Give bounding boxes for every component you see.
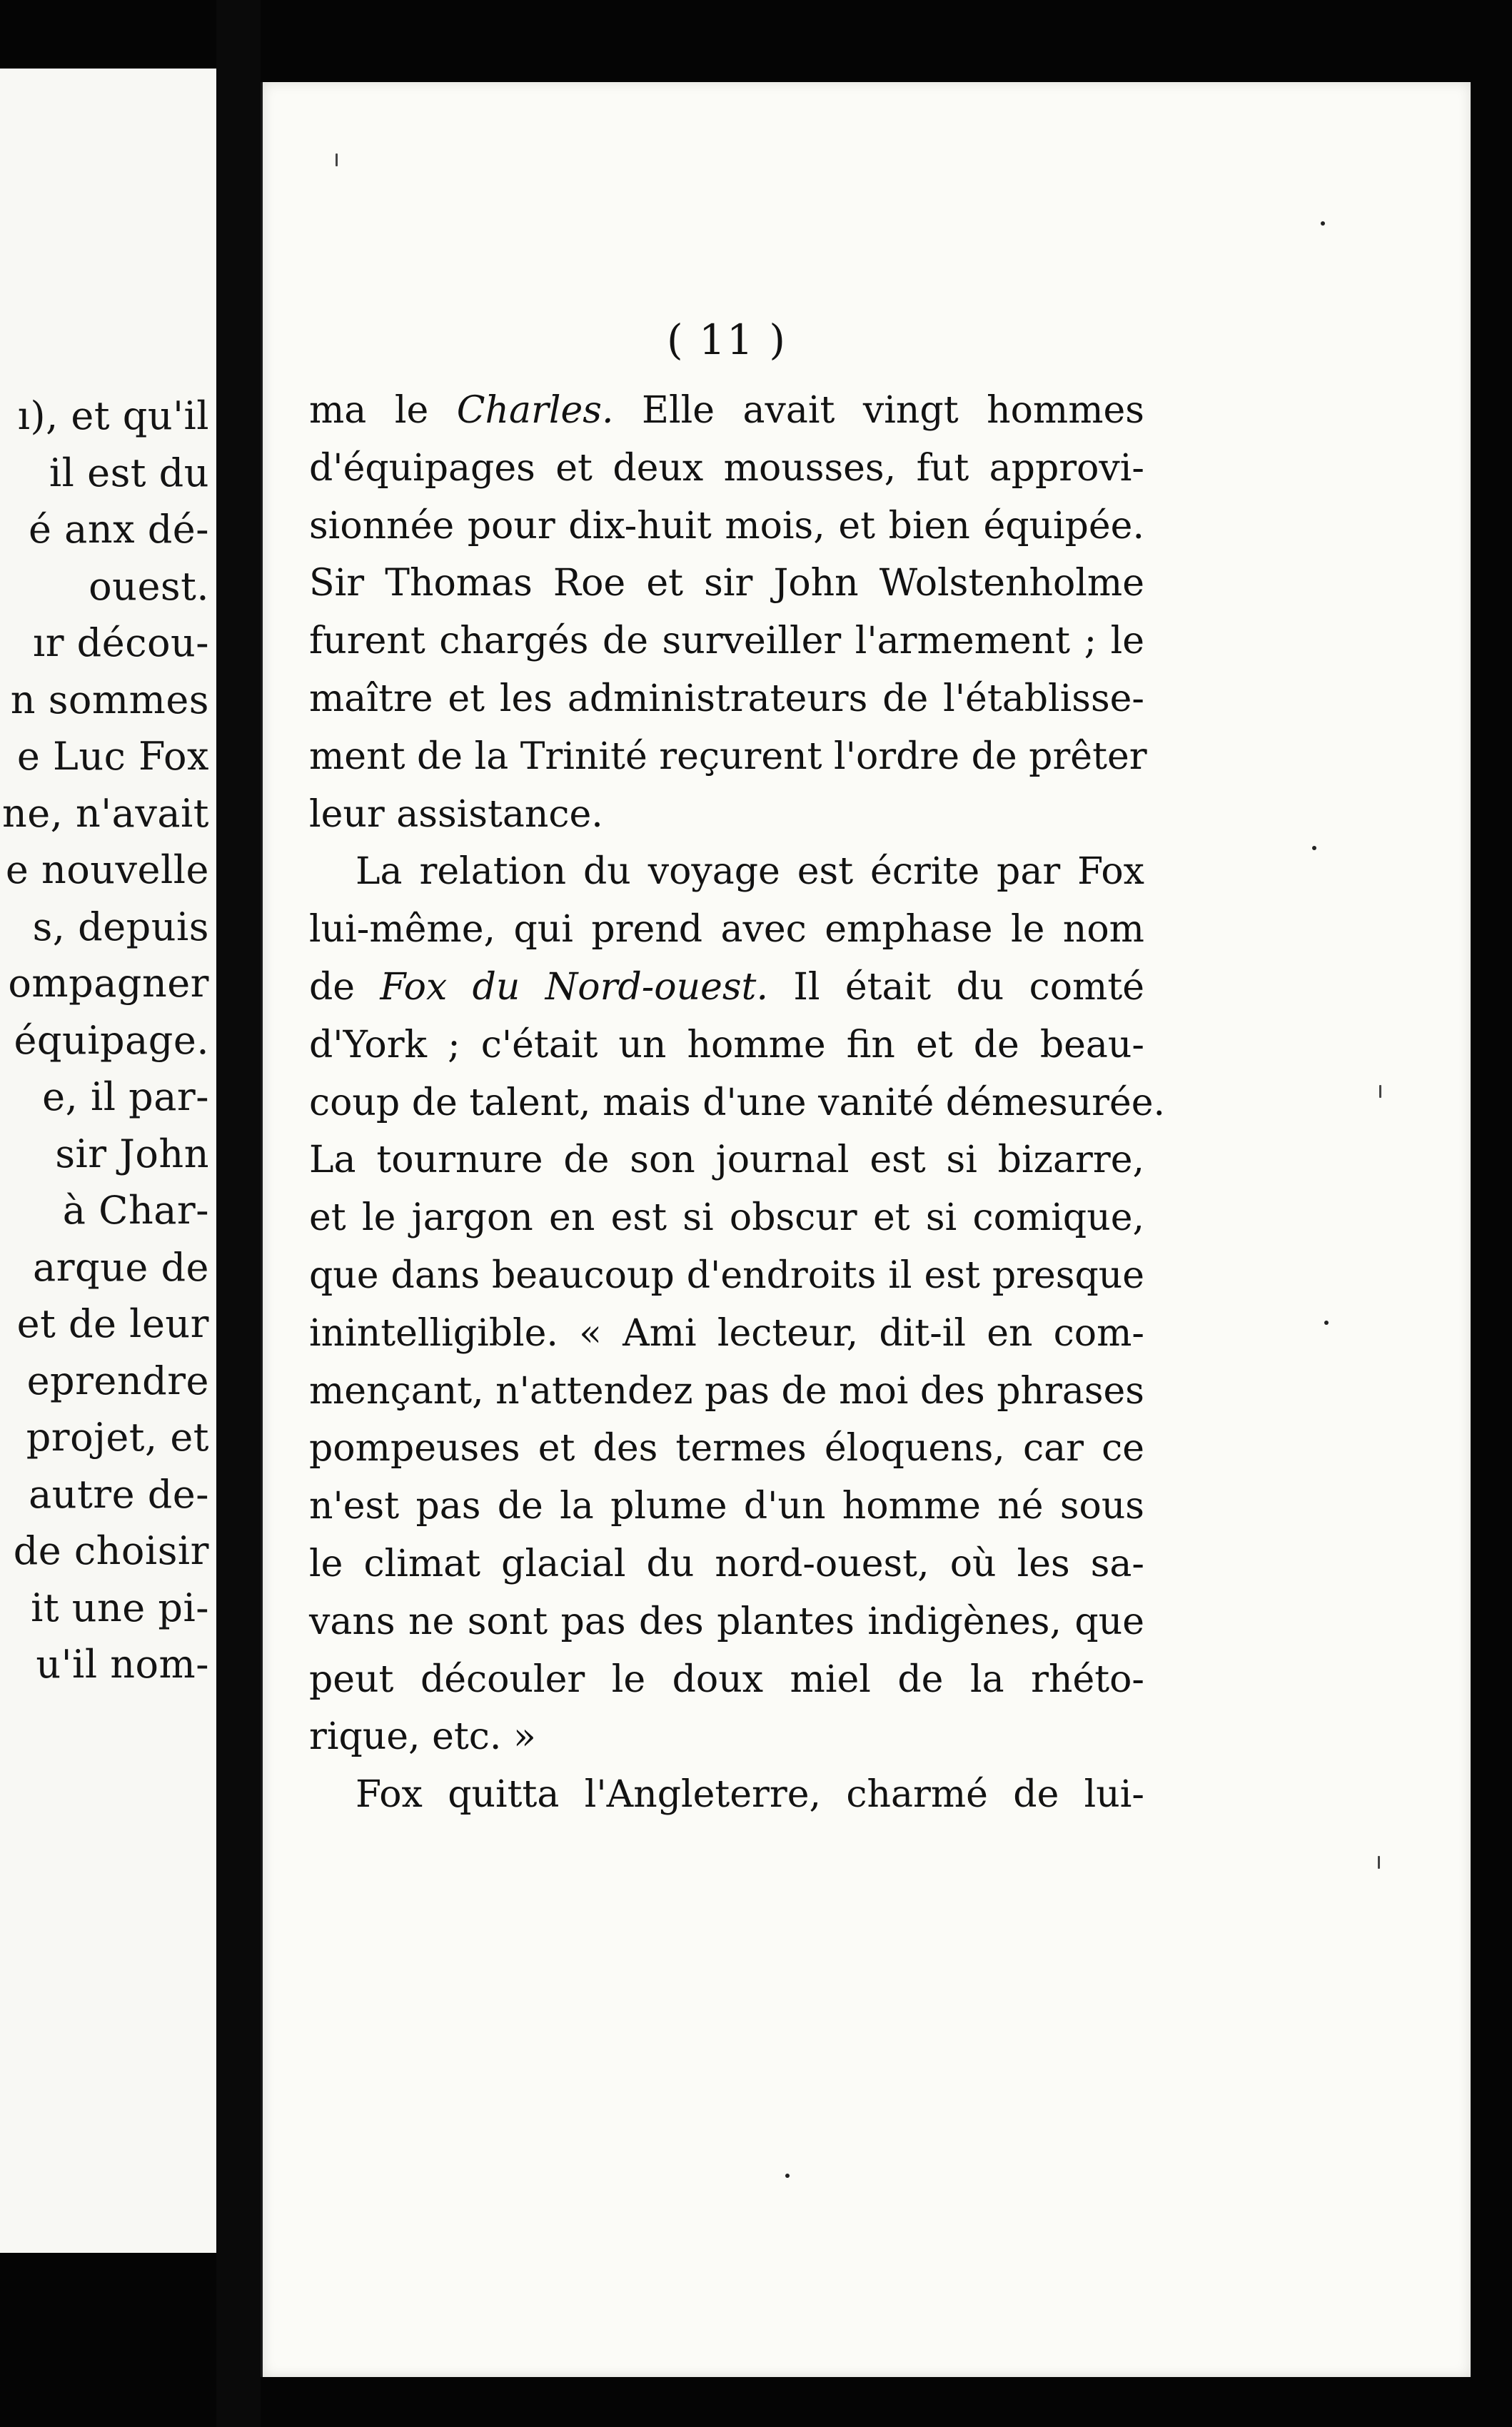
text-run: d'York ; c'était un homme fin et de beau- <box>309 1023 1144 1066</box>
scan-speck <box>1379 1085 1381 1098</box>
previous-page-line: e Luc Fox <box>16 734 209 779</box>
previous-page-line: s, depuis <box>32 904 209 949</box>
text-line <box>309 1196 1144 1239</box>
text-line <box>309 1600 1144 1643</box>
text-run: maître et les administrateurs de l'établisse- <box>309 677 1144 720</box>
text-run: Sir Thomas Roe et sir John Wolstenholme <box>309 562 1144 605</box>
text-line <box>309 735 1147 778</box>
previous-page-line: eprendre <box>26 1358 209 1403</box>
text-line <box>309 1139 1144 1181</box>
previous-page-line: ouest. <box>89 563 209 609</box>
previous-page-line: projet, et <box>26 1415 209 1460</box>
text-line <box>309 908 1144 951</box>
text-run: lui-même, qui prend avec emphase le nom <box>309 908 1144 952</box>
previous-page-line: e, il par- <box>42 1074 209 1119</box>
text-run: que dans beaucoup d'endroits il est presque <box>309 1254 1144 1297</box>
previous-page-line: it une pi- <box>31 1585 209 1630</box>
text-run: Elle avait vingt hommes <box>613 389 1144 432</box>
text-line <box>309 389 1144 432</box>
previous-page-line: de choisir <box>13 1528 209 1573</box>
scan-speck <box>785 2174 790 2178</box>
previous-page-line: il est du <box>49 450 209 495</box>
text-run: de <box>309 966 380 1009</box>
text-run: coup de talent, mais d'une vanité démesurée. <box>309 1081 1166 1124</box>
previous-page-line: et de leur <box>16 1301 209 1346</box>
text-run: mençant, n'attendez pas de moi des phrases <box>309 1369 1144 1413</box>
text-line <box>309 1658 1144 1701</box>
page-number: ( 11 ) <box>667 316 787 364</box>
previous-page-line: n sommes <box>10 677 209 722</box>
text-line <box>309 447 1144 490</box>
text-line <box>309 793 1144 836</box>
previous-page-line: ne, n'avait <box>1 790 209 836</box>
text-run: inintelligible. « Ami lecteur, dit-il en com- <box>309 1311 1144 1355</box>
text-line <box>309 562 1144 605</box>
text-run: ment de la Trinité reçurent l'ordre de prêter <box>309 735 1147 778</box>
italic-run: Charles. <box>456 389 614 432</box>
previous-page-line: u'il nom- <box>36 1642 209 1687</box>
previous-page-line: ompagner <box>8 961 209 1006</box>
previous-page-line: arque de <box>33 1244 209 1290</box>
previous-page-line: sir John <box>55 1131 209 1176</box>
binding-gutter <box>216 0 261 2427</box>
text-run: furent chargés de surveiller l'armement ; le <box>309 620 1144 663</box>
text-run: La relation du voyage est écrite par Fox <box>356 850 1144 894</box>
text-run: Fox quitta l'Angleterre, charmé de lui- <box>356 1773 1144 1817</box>
text-run: sionnée pour dix-huit mois, et bien équipée. <box>309 504 1144 548</box>
text-line <box>309 1312 1144 1355</box>
text-line <box>309 1773 1144 1816</box>
text-run: le climat glacial du nord-ouest, où les sa- <box>309 1543 1144 1585</box>
previous-page-line: à Char- <box>62 1188 209 1233</box>
text-line <box>309 1254 1144 1297</box>
current-page <box>261 82 1471 2377</box>
previous-page-line: e nouvelle <box>5 847 209 892</box>
text-run: rique, etc. » <box>309 1715 536 1759</box>
text-run: et le jargon en est si obscur et si comique, <box>309 1196 1144 1240</box>
text-run: n'est pas de la plume d'un homme né sous <box>309 1485 1144 1528</box>
text-run: leur assistance. <box>309 792 603 836</box>
text-line <box>309 966 1144 1009</box>
scan-speck <box>336 153 338 166</box>
text-run: La tournure de son journal est si bizarre, <box>309 1139 1144 1182</box>
previous-page-line: équipage. <box>14 1017 209 1063</box>
text-run: peut découler le doux miel de la rhéto- <box>309 1657 1144 1701</box>
text-line <box>309 1715 1144 1758</box>
previous-page-line: ı), et qu'il <box>17 393 209 438</box>
previous-page-line: é anx dé- <box>29 507 209 552</box>
text-line <box>309 620 1144 662</box>
text-run: d'équipages et deux mousses, fut approvi- <box>309 446 1144 490</box>
text-line <box>309 1370 1144 1413</box>
scan-speck <box>1312 846 1316 850</box>
previous-page-line: autre de- <box>29 1471 209 1517</box>
text-line <box>309 850 1144 893</box>
scan-speck <box>1324 1321 1329 1325</box>
text-line <box>309 1485 1144 1528</box>
text-run: vans ne sont pas des plantes indigènes, que <box>309 1600 1144 1643</box>
text-run: pompeuses et des termes éloquens, car ce <box>309 1427 1144 1470</box>
text-run: Il était du comté <box>768 966 1144 1009</box>
text-line <box>309 1024 1144 1066</box>
italic-run: Fox du Nord-ouest. <box>380 966 768 1009</box>
text-run: ma le <box>309 389 457 432</box>
text-line <box>309 1081 1166 1124</box>
text-line <box>309 677 1144 720</box>
text-line <box>309 1427 1144 1470</box>
text-line <box>309 1543 1144 1585</box>
text-line <box>309 505 1144 548</box>
scan-speck <box>1321 221 1325 226</box>
previous-page-line: ır décou- <box>32 620 209 665</box>
previous-page <box>0 69 216 2253</box>
scan-speck <box>1378 1856 1380 1869</box>
